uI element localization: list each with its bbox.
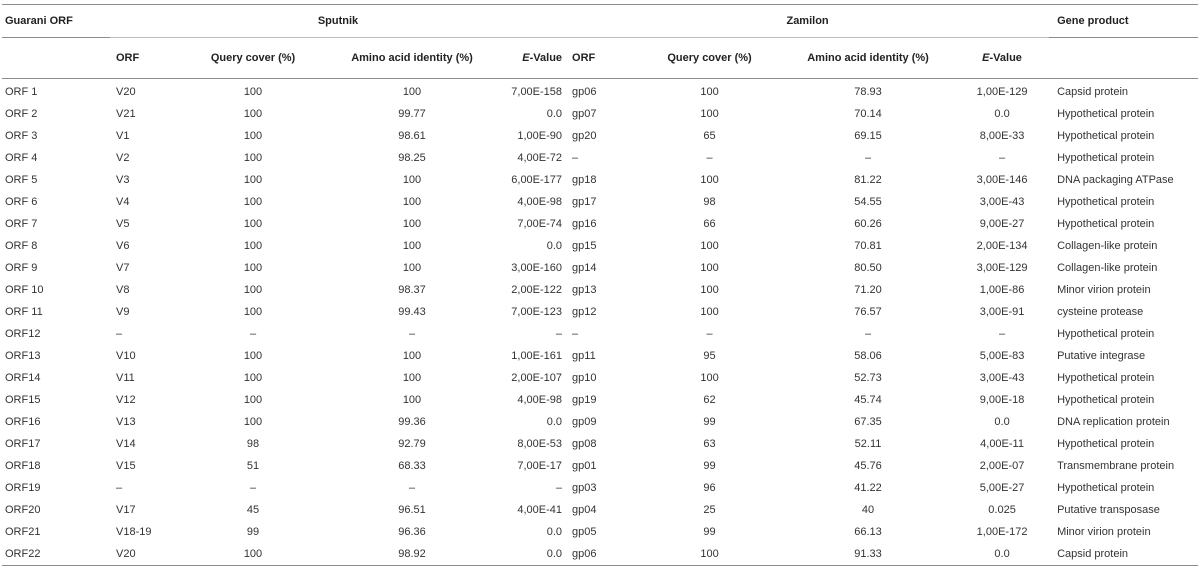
- cell-sputnik-orf: V6: [116, 240, 130, 252]
- cell-guarani-orf: ORF13: [5, 350, 41, 362]
- table-row: [2, 191, 1198, 213]
- cell-guarani-orf: ORF 5: [5, 174, 38, 186]
- cell-sputnik-aa-identity: 100: [402, 86, 422, 98]
- cell-sputnik-orf: V20: [116, 86, 136, 98]
- cell-zamilon-aa-identity: 69.15: [854, 130, 882, 142]
- cell-zamilon-e-value: –: [998, 152, 1006, 164]
- cell-sputnik-query-cover: 100: [243, 108, 263, 120]
- cell-zamilon-aa-identity: 52.73: [854, 372, 882, 384]
- cell-sputnik-orf: V3: [116, 174, 130, 186]
- cell-sputnik-query-cover: 98: [246, 438, 260, 450]
- cell-zamilon-orf: gp11: [572, 350, 596, 362]
- cell-zamilon-orf: gp12: [572, 306, 597, 318]
- cell-gene-product: Hypothetical protein: [1057, 328, 1155, 340]
- cell-sputnik-orf: V8: [116, 284, 130, 296]
- cell-sputnik-query-cover: 100: [243, 416, 263, 428]
- cell-sputnik-aa-identity: 92.79: [398, 438, 426, 450]
- cell-guarani-orf: ORF17: [5, 438, 41, 450]
- cell-guarani-orf: ORF22: [2, 543, 110, 566]
- cell-zamilon-aa-identity: 45.74: [854, 394, 882, 406]
- cell-gene-product: Hypothetical protein: [1057, 394, 1155, 406]
- cell-sputnik-orf: V17: [116, 504, 136, 516]
- cell-guarani-orf: ORF15: [5, 394, 41, 406]
- cell-zamilon-e-value: –: [998, 328, 1006, 340]
- e-suffix: -Value: [529, 52, 563, 64]
- cell-zamilon-orf: gp06: [572, 86, 597, 98]
- cell-sputnik-query-cover: 45: [246, 504, 260, 516]
- cell-sputnik-e-value: 0.0: [546, 416, 563, 428]
- cell-zamilon-query-cover: 95: [703, 350, 716, 362]
- cell-guarani-orf: ORF 9: [5, 262, 38, 274]
- cell-gene-product: cysteine protease: [1057, 306, 1144, 318]
- cell-sputnik-query-cover: 100: [243, 218, 263, 230]
- cell-zamilon-query-cover: 65: [703, 130, 716, 142]
- cell-zamilon-e-value: 0.0: [994, 108, 1010, 120]
- table-row: [2, 235, 1198, 257]
- cell-gene-product: Hypothetical protein: [1057, 152, 1155, 164]
- table-row: [2, 521, 1198, 543]
- cell-zamilon-aa-identity: 81.22: [854, 174, 882, 186]
- table-body: [2, 79, 1198, 566]
- cell-sputnik-e-value: 0.0: [500, 543, 566, 566]
- cell-zamilon-aa-identity: 78.93: [854, 86, 882, 98]
- cell-guarani-orf: ORF 6: [5, 196, 38, 208]
- cell-guarani-orf: ORF 1: [5, 86, 38, 98]
- cell-sputnik-e-value: 4,00E-98: [517, 196, 563, 208]
- cell-sputnik-aa-identity: 99.77: [398, 108, 426, 120]
- cell-sputnik-e-value: 8,00E-53: [517, 438, 563, 450]
- header-row-columns: [2, 38, 1198, 79]
- cell-zamilon-aa-identity: –: [864, 152, 872, 164]
- header-zamilon-query-cover: Query cover (%): [638, 38, 781, 79]
- cell-zamilon-e-value: 0.0: [955, 543, 1049, 566]
- cell-zamilon-query-cover: 99: [703, 460, 716, 472]
- cell-sputnik-orf: V10: [116, 350, 136, 362]
- table-row: [2, 147, 1198, 169]
- cell-sputnik-aa-identity: 98.92: [324, 543, 500, 566]
- cell-sputnik-orf: V21: [116, 108, 136, 120]
- cell-guarani-orf: ORF20: [5, 504, 41, 516]
- table-row: [2, 389, 1198, 411]
- cell-sputnik-e-value: 7,00E-123: [511, 306, 563, 318]
- cell-zamilon-orf: gp04: [572, 504, 597, 516]
- cell-sputnik-e-value: 1,00E-161: [511, 350, 563, 362]
- cell-gene-product: Minor virion protein: [1057, 526, 1151, 538]
- cell-zamilon-e-value: 2,00E-134: [976, 240, 1028, 252]
- cell-zamilon-orf: –: [572, 328, 579, 340]
- cell-sputnik-aa-identity: 99.43: [398, 306, 426, 318]
- cell-zamilon-orf: gp01: [572, 460, 597, 472]
- cell-sputnik-query-cover: 100: [182, 543, 324, 566]
- cell-gene-product: Putative integrase: [1057, 350, 1146, 362]
- cell-zamilon-orf: gp06: [566, 543, 638, 566]
- cell-zamilon-aa-identity: 91.33: [781, 543, 955, 566]
- cell-zamilon-query-cover: 62: [703, 394, 716, 406]
- cell-guarani-orf: ORF 2: [5, 108, 38, 120]
- cell-zamilon-aa-identity: 45.76: [854, 460, 882, 472]
- cell-zamilon-aa-identity: 67.35: [854, 416, 882, 428]
- cell-zamilon-query-cover: 63: [703, 438, 716, 450]
- cell-sputnik-query-cover: 51: [246, 460, 260, 472]
- header-sputnik-e-value: [500, 38, 566, 79]
- cell-gene-product: Hypothetical protein: [1057, 482, 1155, 494]
- cell-zamilon-aa-identity: 76.57: [854, 306, 882, 318]
- cell-sputnik-query-cover: 100: [243, 196, 263, 208]
- e-letter: E: [982, 52, 990, 64]
- cell-sputnik-query-cover: 100: [243, 394, 263, 406]
- cell-sputnik-e-value: 7,00E-158: [511, 86, 563, 98]
- cell-zamilon-query-cover: 100: [700, 262, 719, 274]
- cell-zamilon-query-cover: 100: [638, 543, 781, 566]
- cell-sputnik-orf: –: [116, 328, 123, 340]
- cell-gene-product: Hypothetical protein: [1057, 218, 1155, 230]
- cell-guarani-orf: ORF21: [5, 526, 41, 538]
- cell-sputnik-orf: V9: [116, 306, 130, 318]
- cell-zamilon-orf: gp20: [572, 130, 597, 142]
- cell-sputnik-query-cover: –: [249, 328, 257, 340]
- cell-sputnik-aa-identity: 96.51: [398, 504, 426, 516]
- e-suffix: -Value: [989, 52, 1022, 64]
- header-blank-right: [1049, 38, 1198, 79]
- cell-guarani-orf: ORF12: [5, 328, 41, 340]
- cell-sputnik-aa-identity: 100: [402, 196, 422, 208]
- cell-sputnik-aa-identity: 98.61: [398, 130, 426, 142]
- cell-sputnik-e-value: 0.0: [546, 108, 563, 120]
- cell-sputnik-e-value: 7,00E-74: [517, 218, 563, 230]
- cell-sputnik-aa-identity: –: [408, 328, 416, 340]
- cell-sputnik-orf: V5: [116, 218, 130, 230]
- cell-sputnik-orf: V4: [116, 196, 130, 208]
- cell-sputnik-e-value: –: [555, 328, 563, 340]
- cell-zamilon-query-cover: 66: [703, 218, 716, 230]
- header-guarani-orf: Guarani ORF: [2, 5, 110, 38]
- cell-zamilon-aa-identity: 41.22: [854, 482, 882, 494]
- cell-zamilon-e-value: 5,00E-83: [979, 350, 1025, 362]
- cell-zamilon-orf: gp17: [572, 196, 597, 208]
- cell-gene-product: Putative transposase: [1057, 504, 1160, 516]
- cell-zamilon-query-cover: 100: [700, 86, 719, 98]
- cell-sputnik-e-value: 0.0: [546, 526, 563, 538]
- cell-zamilon-e-value: 3,00E-91: [979, 306, 1025, 318]
- cell-zamilon-e-value: 3,00E-43: [979, 372, 1025, 384]
- table-row: [2, 279, 1198, 301]
- cell-sputnik-e-value: 4,00E-41: [517, 504, 563, 516]
- cell-sputnik-aa-identity: 100: [402, 372, 422, 384]
- cell-zamilon-query-cover: 100: [700, 306, 719, 318]
- cell-sputnik-e-value: –: [555, 482, 563, 494]
- cell-sputnik-e-value: 6,00E-177: [511, 174, 563, 186]
- cell-gene-product: Hypothetical protein: [1057, 130, 1155, 142]
- cell-zamilon-orf: gp19: [572, 394, 597, 406]
- table-row: [2, 543, 1198, 566]
- cell-zamilon-query-cover: 100: [700, 108, 719, 120]
- cell-gene-product: Transmembrane protein: [1057, 460, 1175, 472]
- cell-gene-product: DNA replication protein: [1057, 416, 1170, 428]
- cell-sputnik-aa-identity: 98.25: [398, 152, 426, 164]
- header-zamilon-aa-identity: Amino acid identity (%): [781, 38, 955, 79]
- header-sputnik-aa-identity: Amino acid identity (%): [324, 38, 500, 79]
- cell-guarani-orf: ORF16: [5, 416, 41, 428]
- cell-sputnik-orf: V20: [110, 543, 182, 566]
- header-group-sputnik: Sputnik: [110, 5, 566, 38]
- cell-zamilon-e-value: 5,00E-27: [979, 482, 1025, 494]
- cell-sputnik-aa-identity: 98.37: [398, 284, 426, 296]
- cell-sputnik-query-cover: 100: [243, 240, 263, 252]
- cell-zamilon-query-cover: –: [706, 328, 713, 340]
- cell-sputnik-query-cover: 99: [246, 526, 260, 538]
- cell-zamilon-orf: gp14: [572, 262, 597, 274]
- cell-sputnik-e-value: 2,00E-107: [511, 372, 563, 384]
- cell-zamilon-query-cover: 100: [700, 284, 719, 296]
- cell-zamilon-aa-identity: 70.81: [854, 240, 882, 252]
- cell-gene-product: Capsid protein: [1057, 86, 1129, 98]
- cell-zamilon-query-cover: 100: [700, 372, 719, 384]
- cell-sputnik-aa-identity: 68.33: [398, 460, 426, 472]
- table-row: [2, 345, 1198, 367]
- cell-gene-product: Collagen-like protein: [1057, 240, 1158, 252]
- table-row: [2, 301, 1198, 323]
- cell-sputnik-query-cover: 100: [243, 350, 263, 362]
- cell-zamilon-query-cover: 100: [700, 174, 719, 186]
- cell-guarani-orf: ORF 7: [5, 218, 38, 230]
- cell-guarani-orf: ORF 10: [5, 284, 44, 296]
- cell-sputnik-orf: V13: [116, 416, 136, 428]
- cell-zamilon-e-value: 2,00E-07: [979, 460, 1025, 472]
- cell-sputnik-aa-identity: 100: [402, 174, 422, 186]
- table-row: [2, 499, 1198, 521]
- cell-zamilon-e-value: 3,00E-43: [979, 196, 1025, 208]
- cell-zamilon-e-value: 9,00E-27: [979, 218, 1025, 230]
- cell-gene-product: Hypothetical protein: [1057, 438, 1155, 450]
- cell-gene-product: Hypothetical protein: [1057, 108, 1155, 120]
- cell-guarani-orf: ORF14: [5, 372, 41, 384]
- cell-zamilon-e-value: 0.0: [994, 416, 1010, 428]
- cell-sputnik-query-cover: 100: [243, 130, 263, 142]
- cell-zamilon-orf: gp16: [572, 218, 597, 230]
- orf-comparison-table: [2, 4, 1198, 566]
- table-header: [2, 5, 1198, 79]
- cell-sputnik-e-value: 2,00E-122: [511, 284, 563, 296]
- cell-zamilon-aa-identity: 52.11: [854, 438, 882, 450]
- cell-sputnik-aa-identity: 100: [402, 262, 422, 274]
- header-group-zamilon: Zamilon: [566, 5, 1049, 38]
- table-row: [2, 257, 1198, 279]
- table-row: [2, 323, 1198, 345]
- cell-sputnik-orf: V1: [116, 130, 130, 142]
- table-row: [2, 455, 1198, 477]
- cell-zamilon-aa-identity: 60.26: [854, 218, 882, 230]
- table-row: [2, 169, 1198, 191]
- header-sputnik-query-cover: Query cover (%): [182, 38, 324, 79]
- cell-sputnik-query-cover: 100: [243, 152, 263, 164]
- table-row: [2, 411, 1198, 433]
- cell-sputnik-orf: V2: [116, 152, 130, 164]
- table-row: [2, 367, 1198, 389]
- cell-zamilon-query-cover: 98: [703, 196, 716, 208]
- header-blank-left: [2, 38, 110, 79]
- cell-sputnik-orf: V7: [116, 262, 130, 274]
- cell-sputnik-aa-identity: 100: [402, 240, 422, 252]
- cell-sputnik-e-value: 4,00E-72: [517, 152, 563, 164]
- cell-zamilon-query-cover: –: [706, 152, 713, 164]
- header-zamilon-e-value: [955, 38, 1049, 79]
- cell-zamilon-query-cover: 25: [703, 504, 716, 516]
- cell-zamilon-orf: gp05: [572, 526, 597, 538]
- cell-zamilon-query-cover: 96: [703, 482, 716, 494]
- cell-zamilon-e-value: 9,00E-18: [979, 394, 1025, 406]
- cell-sputnik-aa-identity: –: [408, 482, 416, 494]
- table-row: [2, 477, 1198, 499]
- table-row: [2, 103, 1198, 125]
- cell-gene-product: Hypothetical protein: [1057, 196, 1155, 208]
- cell-sputnik-query-cover: 100: [243, 86, 263, 98]
- cell-sputnik-aa-identity: 100: [402, 350, 422, 362]
- header-sputnik-orf: ORF: [110, 38, 182, 79]
- cell-sputnik-query-cover: 100: [243, 174, 263, 186]
- cell-sputnik-query-cover: 100: [243, 306, 263, 318]
- cell-zamilon-aa-identity: –: [864, 328, 872, 340]
- cell-zamilon-aa-identity: 71.20: [854, 284, 882, 296]
- cell-gene-product: DNA packaging ATPase: [1057, 174, 1174, 186]
- cell-zamilon-e-value: 1,00E-129: [976, 86, 1028, 98]
- cell-sputnik-orf: V14: [116, 438, 136, 450]
- cell-zamilon-orf: gp09: [572, 416, 597, 428]
- cell-sputnik-orf: V12: [116, 394, 136, 406]
- cell-zamilon-e-value: 8,00E-33: [979, 130, 1025, 142]
- cell-zamilon-aa-identity: 58.06: [854, 350, 882, 362]
- cell-sputnik-query-cover: 100: [243, 262, 263, 274]
- cell-zamilon-orf: gp15: [572, 240, 597, 252]
- cell-zamilon-aa-identity: 70.14: [854, 108, 882, 120]
- cell-sputnik-aa-identity: 96.36: [398, 526, 426, 538]
- header-gene-product: Gene product: [1049, 5, 1198, 38]
- cell-sputnik-orf: V18-19: [116, 526, 152, 538]
- cell-zamilon-query-cover: 99: [703, 416, 716, 428]
- cell-sputnik-orf: V15: [116, 460, 136, 472]
- cell-zamilon-query-cover: 100: [700, 240, 719, 252]
- cell-sputnik-query-cover: 100: [243, 372, 263, 384]
- cell-guarani-orf: ORF 3: [5, 130, 38, 142]
- cell-zamilon-aa-identity: 40: [861, 504, 875, 516]
- cell-zamilon-orf: gp18: [572, 174, 597, 186]
- table-row: [2, 213, 1198, 235]
- table-row: [2, 125, 1198, 147]
- cell-sputnik-orf: –: [116, 482, 123, 494]
- cell-zamilon-orf: –: [572, 152, 579, 164]
- cell-sputnik-query-cover: 100: [243, 284, 263, 296]
- cell-guarani-orf: ORF19: [5, 482, 41, 494]
- cell-guarani-orf: ORF 4: [5, 152, 38, 164]
- e-letter: E: [522, 52, 530, 64]
- cell-zamilon-orf: gp03: [572, 482, 597, 494]
- cell-gene-product: Collagen-like protein: [1057, 262, 1158, 274]
- cell-gene-product: Hypothetical protein: [1057, 372, 1155, 384]
- cell-zamilon-e-value: 0.025: [988, 504, 1016, 516]
- table-row: [2, 79, 1198, 104]
- cell-zamilon-aa-identity: 54.55: [854, 196, 882, 208]
- cell-zamilon-e-value: 1,00E-86: [979, 284, 1025, 296]
- cell-zamilon-orf: gp07: [572, 108, 597, 120]
- cell-zamilon-orf: gp10: [572, 372, 597, 384]
- cell-sputnik-query-cover: –: [249, 482, 257, 494]
- cell-zamilon-e-value: 1,00E-172: [976, 526, 1028, 538]
- cell-zamilon-orf: gp08: [572, 438, 597, 450]
- cell-sputnik-e-value: 3,00E-160: [511, 262, 563, 274]
- cell-sputnik-e-value: 0.0: [546, 240, 563, 252]
- cell-guarani-orf: ORF 8: [5, 240, 38, 252]
- cell-zamilon-aa-identity: 66.13: [854, 526, 882, 538]
- cell-sputnik-aa-identity: 100: [402, 218, 422, 230]
- header-zamilon-orf: ORF: [566, 38, 638, 79]
- cell-zamilon-aa-identity: 80.50: [854, 262, 882, 274]
- cell-sputnik-aa-identity: 99.36: [398, 416, 426, 428]
- cell-zamilon-query-cover: 99: [703, 526, 716, 538]
- cell-sputnik-e-value: 1,00E-90: [517, 130, 563, 142]
- cell-gene-product: Capsid protein: [1049, 543, 1198, 566]
- cell-guarani-orf: ORF18: [5, 460, 41, 472]
- cell-zamilon-orf: gp13: [572, 284, 597, 296]
- header-row-groups: [2, 5, 1198, 38]
- cell-sputnik-e-value: 4,00E-98: [517, 394, 563, 406]
- cell-sputnik-orf: V11: [116, 372, 135, 384]
- cell-zamilon-e-value: 4,00E-11: [980, 438, 1024, 450]
- cell-sputnik-aa-identity: 100: [402, 394, 422, 406]
- cell-zamilon-e-value: 3,00E-129: [976, 262, 1028, 274]
- cell-guarani-orf: ORF 11: [5, 306, 43, 318]
- cell-gene-product: Minor virion protein: [1057, 284, 1151, 296]
- cell-zamilon-e-value: 3,00E-146: [976, 174, 1028, 186]
- table-row: [2, 433, 1198, 455]
- cell-sputnik-e-value: 7,00E-17: [517, 460, 563, 472]
